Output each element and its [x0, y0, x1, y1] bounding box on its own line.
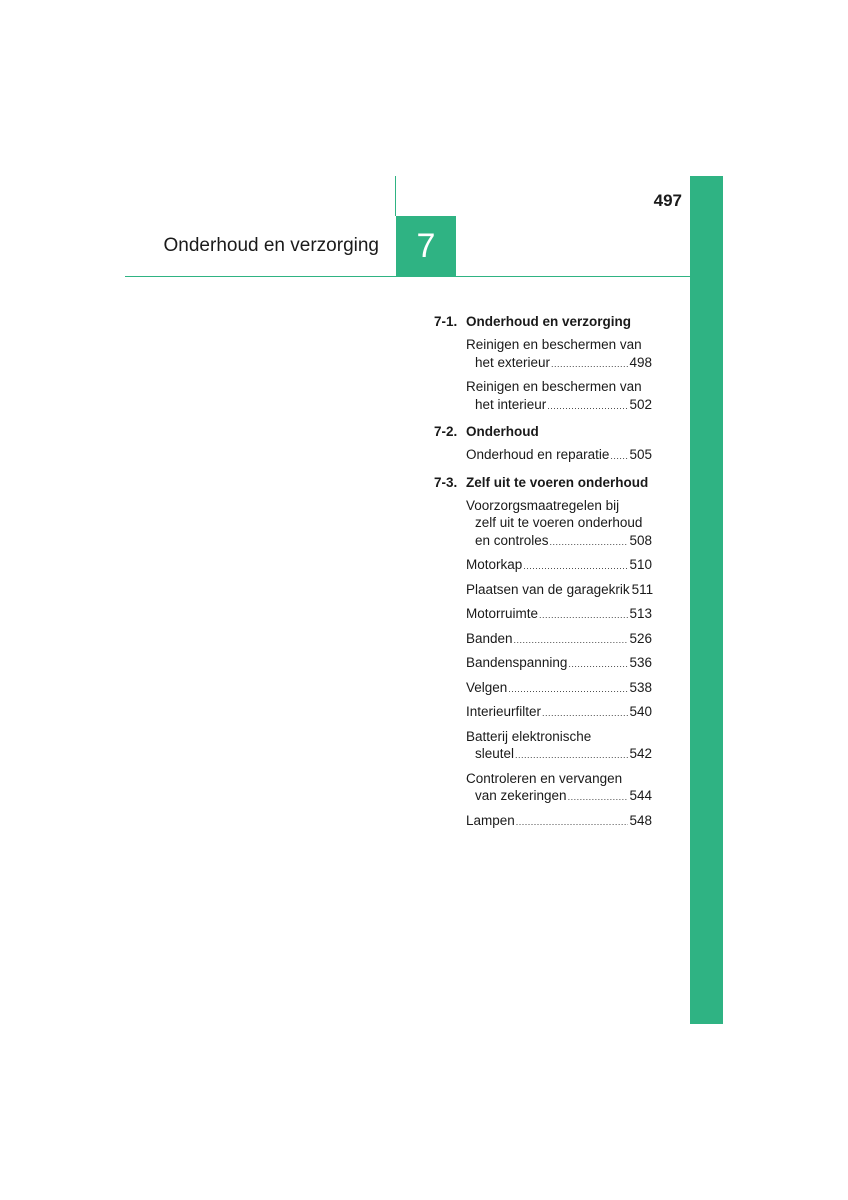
toc-entry-lastline — [466, 745, 652, 765]
toc-entry[interactable] — [466, 630, 652, 650]
toc-entry-label: Lampen — [466, 812, 515, 828]
page-number: 497 — [653, 191, 682, 210]
dot-leader — [568, 789, 629, 807]
dot-leader — [568, 656, 628, 674]
toc-entry-lastline — [466, 679, 652, 699]
toc-entry-lastline — [466, 354, 652, 374]
toc-entry[interactable] — [466, 497, 652, 552]
toc-entry[interactable] — [466, 654, 652, 674]
toc-entry-label: Interieurfilter — [466, 704, 542, 719]
toc-entry-lastline — [466, 556, 652, 576]
toc-entry[interactable] — [466, 679, 652, 699]
toc-entry-lastline — [466, 630, 652, 650]
header-horizontal-rule — [125, 276, 690, 277]
toc-entry-page: 508 — [629, 532, 652, 548]
dot-leader — [515, 747, 628, 765]
toc-entry-text: Reinigen en beschermen van — [466, 337, 642, 352]
toc-entry[interactable] — [466, 446, 652, 466]
toc-entry-label: en controles — [475, 532, 549, 548]
toc-entry-text: Reinigen en beschermen van — [466, 379, 642, 394]
toc-entry-lastline — [466, 654, 652, 674]
dot-leader — [542, 705, 628, 723]
toc-entry-text: Voorzorgsmaatregelen bij — [466, 497, 620, 513]
toc-entry[interactable] — [466, 605, 652, 625]
toc-entry-page: 548 — [629, 812, 652, 828]
toc-section — [434, 423, 652, 441]
toc-entry-label: sleutel — [475, 746, 515, 761]
dot-leader — [539, 607, 628, 625]
toc-section — [434, 313, 652, 331]
toc-entry-page: 544 — [629, 788, 652, 803]
chapter-title: Onderhoud en verzorging — [163, 235, 379, 256]
toc-entry[interactable] — [466, 770, 652, 807]
dot-leader — [610, 448, 628, 466]
toc-entry[interactable] — [466, 812, 652, 832]
dot-leader — [551, 356, 628, 374]
toc-entry[interactable] — [466, 581, 652, 601]
toc-entry-label: Motorkap — [466, 557, 523, 572]
dot-leader — [508, 681, 628, 699]
chapter-number: 7 — [416, 226, 436, 265]
toc-entry-text: Controleren en vervangen — [466, 770, 623, 786]
dot-leader — [523, 558, 628, 576]
toc-entry-page: 536 — [629, 655, 652, 670]
toc-entry[interactable] — [466, 336, 652, 373]
toc-entry-label: Banden — [466, 630, 513, 646]
toc-entry[interactable] — [466, 556, 652, 576]
toc-entry-label: Onderhoud en reparatie — [466, 447, 610, 462]
toc-entry-page: 542 — [629, 746, 652, 761]
toc-section-number: 7-1. — [434, 314, 458, 329]
toc-entry-page: 502 — [629, 396, 652, 412]
toc-entry[interactable] — [466, 378, 652, 415]
toc-entry-label: Plaatsen van de garagekrik — [466, 581, 630, 597]
toc-entry-page: 538 — [629, 679, 652, 695]
chapter-number-box — [396, 216, 456, 276]
toc-section — [434, 474, 652, 492]
dot-leader — [516, 814, 629, 832]
toc-section-title[interactable]: Onderhoud — [466, 424, 539, 439]
toc-entry-label: het interieur — [475, 396, 547, 412]
dot-leader — [547, 398, 628, 416]
toc-entry-lastline — [466, 581, 652, 601]
toc-entry-label: het exterieur — [475, 354, 551, 370]
toc-entry-page: 505 — [629, 447, 652, 462]
toc-entry-lastline — [466, 446, 652, 466]
toc-entry-label: Velgen — [466, 679, 508, 695]
toc-section-title[interactable]: Onderhoud en verzorging — [466, 314, 632, 329]
dot-leader — [550, 534, 629, 552]
toc-section-title[interactable]: Zelf uit te voeren onderhoud — [466, 474, 649, 490]
toc-section-number: 7-3. — [434, 474, 458, 490]
toc-entry-page: 526 — [629, 630, 652, 646]
toc-entry-lastline — [466, 787, 652, 807]
toc-entry-lastline — [466, 812, 652, 832]
toc-entry[interactable] — [466, 728, 652, 765]
toc-entry-text: Batterij elektronische — [466, 728, 592, 744]
toc-entry-page: 513 — [629, 606, 652, 621]
toc-entry-page: 511 — [631, 581, 654, 597]
toc-entry-label: Motorruimte — [466, 606, 539, 621]
toc-entry-page: 498 — [629, 354, 652, 370]
toc-entry-label: van zekeringen — [475, 788, 567, 803]
toc-entry-lastline — [466, 532, 652, 552]
toc-section-number: 7-2. — [434, 424, 458, 439]
table-of-contents — [434, 313, 652, 831]
toc-entry-page: 540 — [629, 704, 652, 719]
header-vertical-rule — [395, 176, 396, 216]
dot-leader — [514, 632, 629, 650]
toc-entry-lastline — [466, 703, 652, 723]
toc-entry[interactable] — [466, 703, 652, 723]
toc-entry-page: 510 — [629, 557, 652, 572]
toc-entry-lastline — [466, 396, 652, 416]
toc-entry-label: Bandenspanning — [466, 655, 568, 670]
chapter-side-tab — [690, 176, 723, 1024]
toc-entry-lastline — [466, 605, 652, 625]
toc-entry-text: zelf uit te voeren onderhoud — [475, 515, 643, 530]
